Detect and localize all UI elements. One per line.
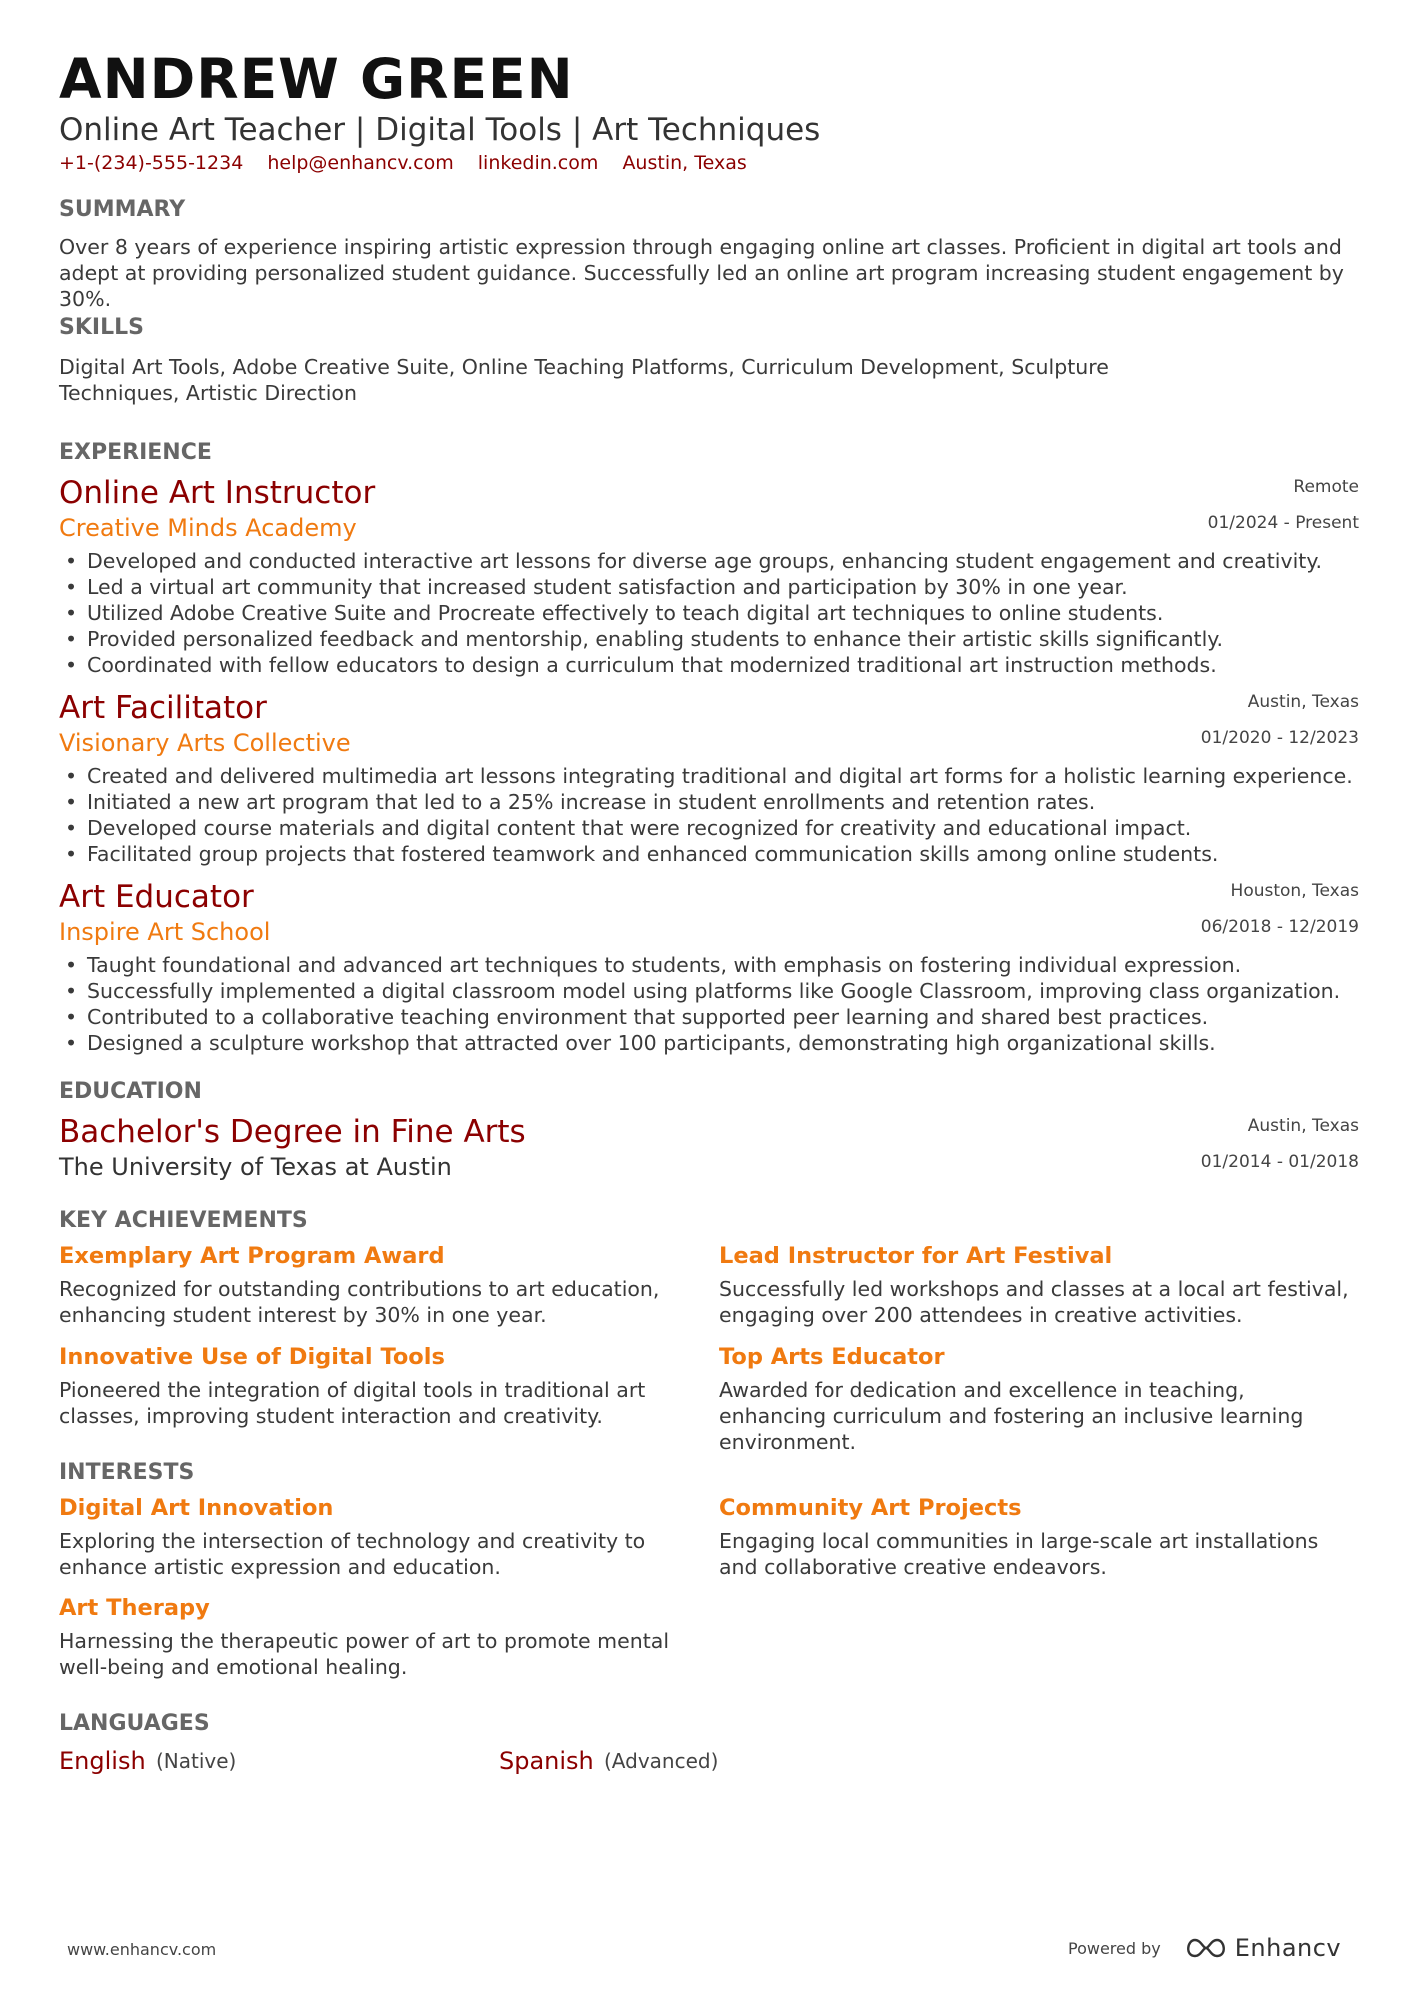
footer-powered-by bbox=[1068, 1934, 1341, 1962]
interest-title: Digital Art Innovation bbox=[59, 1495, 334, 1521]
achievement-title: Lead Instructor for Art Festival bbox=[719, 1243, 1113, 1269]
enhancv-logo-icon bbox=[1183, 1936, 1229, 1960]
achievement-desc: Recognized for outstanding contributions to art education, enhancing student interest by 30% in one year. bbox=[59, 1277, 660, 1327]
job-bullet: • Led a virtual art community that increased student satisfaction and participation by 30% in one year. bbox=[87, 574, 1359, 600]
achievements-heading: KEY ACHIEVEMENTS bbox=[59, 1208, 308, 1233]
candidate-tagline: Online Art Teacher | Digital Tools | Art Techniques bbox=[59, 112, 821, 148]
job-bullet: • Developed course materials and digital content that were recognized for creativity and educational impact. bbox=[87, 815, 1359, 841]
job-dates: 06/2018 - 12/2019 bbox=[1200, 917, 1359, 937]
education-school: The University of Texas at Austin bbox=[59, 1153, 452, 1181]
job-bullet: • Created and delivered multimedia art lessons integrating traditional and digital art forms for a holistic learning experience. bbox=[87, 763, 1359, 789]
powered-by-label: Powered by bbox=[1068, 1938, 1161, 1958]
job-company: Inspire Art School bbox=[59, 918, 271, 946]
job-title: Art Educator bbox=[59, 879, 254, 915]
job-bullet: • Utilized Adobe Creative Suite and Procreate effectively to teach digital art techniques to online students. bbox=[87, 600, 1359, 626]
job-bullet: • Taught foundational and advanced art techniques to students, with emphasis on fostering individual expression. bbox=[87, 952, 1359, 978]
job-company: Creative Minds Academy bbox=[59, 514, 357, 542]
achievement-desc: Awarded for dedication and excellence in teaching, enhancing curriculum and fostering an inclusive learning environment. bbox=[719, 1378, 1304, 1454]
job-location: Remote bbox=[1293, 477, 1359, 497]
contact-phone[interactable]: +1-(234)-555-1234 bbox=[59, 152, 244, 174]
job-title: Art Facilitator bbox=[59, 690, 267, 726]
footer-website[interactable]: www.enhancv.com bbox=[67, 1940, 217, 1959]
contact-email[interactable]: help@enhancv.com bbox=[267, 152, 454, 174]
interest-title: Art Therapy bbox=[59, 1595, 210, 1621]
job-dates: 01/2024 - Present bbox=[1207, 513, 1359, 533]
job-bullet: • Contributed to a collaborative teaching environment that supported peer learning and shared best practices. bbox=[87, 1004, 1359, 1030]
job-location: Houston, Texas bbox=[1230, 881, 1359, 901]
education-degree: Bachelor's Degree in Fine Arts bbox=[59, 1114, 526, 1150]
enhancv-logo-text: Enhancv bbox=[1234, 1934, 1342, 1962]
language-level: (Native) bbox=[156, 1749, 237, 1773]
language-level: (Advanced) bbox=[604, 1749, 719, 1773]
summary-text: Over 8 years of experience inspiring artistic expression through engaging online art classes. Proficient in digital art tools and adept at providing personalized student guidance. Successfully led an online art program increasing student engagement by 30%. bbox=[59, 235, 1344, 311]
interest-desc: Engaging local communities in large-scale art installations and collaborative creative endeavors. bbox=[719, 1529, 1319, 1579]
job-bullet: • Developed and conducted interactive art lessons for diverse age groups, enhancing student engagement and creativity. bbox=[87, 548, 1359, 574]
contact-location: Austin, Texas bbox=[622, 152, 747, 174]
job-dates: 01/2020 - 12/2023 bbox=[1200, 728, 1359, 748]
achievement-title: Exemplary Art Program Award bbox=[59, 1243, 445, 1269]
achievement-desc: Successfully led workshops and classes at a local art festival, engaging over 200 attendees in creative activities. bbox=[719, 1277, 1349, 1327]
education-location: Austin, Texas bbox=[1247, 1116, 1359, 1136]
job-bullet: • Coordinated with fellow educators to design a curriculum that modernized traditional art instruction methods. bbox=[87, 652, 1359, 678]
language-name: English bbox=[59, 1747, 146, 1775]
skills-heading: SKILLS bbox=[59, 315, 144, 340]
enhancv-logo[interactable] bbox=[1183, 1934, 1341, 1962]
job-bullets bbox=[59, 548, 1359, 678]
job-bullets bbox=[59, 952, 1359, 1056]
education-dates: 01/2014 - 01/2018 bbox=[1200, 1152, 1359, 1172]
experience-heading: EXPERIENCE bbox=[59, 440, 212, 465]
skills-text: Digital Art Tools, Adobe Creative Suite, Online Teaching Platforms, Curriculum Development, Sculpture Techniques, Artistic Direction bbox=[59, 355, 1109, 405]
achievement-title: Top Arts Educator bbox=[719, 1344, 945, 1370]
job-company: Visionary Arts Collective bbox=[59, 729, 351, 757]
contact-linkedin[interactable]: linkedin.com bbox=[477, 152, 599, 174]
interest-title: Community Art Projects bbox=[719, 1495, 1022, 1521]
contact-info bbox=[59, 150, 765, 176]
achievement-title: Innovative Use of Digital Tools bbox=[59, 1344, 445, 1370]
interest-desc: Exploring the intersection of technology and creativity to enhance artistic expression and education. bbox=[59, 1529, 646, 1579]
job-bullet: • Designed a sculpture workshop that attracted over 100 participants, demonstrating high organizational skills. bbox=[87, 1030, 1359, 1056]
summary-heading: SUMMARY bbox=[59, 197, 186, 222]
job-bullets bbox=[59, 763, 1359, 867]
job-bullet: • Facilitated group projects that fostered teamwork and enhanced communication skills among online students. bbox=[87, 841, 1359, 867]
job-title: Online Art Instructor bbox=[59, 475, 376, 511]
interest-desc: Harnessing the therapeutic power of art to promote mental well-being and emotional healing. bbox=[59, 1629, 670, 1679]
job-location: Austin, Texas bbox=[1247, 692, 1359, 712]
job-bullet: • Initiated a new art program that led to a 25% increase in student enrollments and retention rates. bbox=[87, 789, 1359, 815]
language-name: Spanish bbox=[499, 1747, 594, 1775]
interests-heading: INTERESTS bbox=[59, 1460, 195, 1485]
job-bullet: • Provided personalized feedback and mentorship, enabling students to enhance their artistic skills significantly. bbox=[87, 626, 1359, 652]
education-heading: EDUCATION bbox=[59, 1079, 202, 1104]
candidate-name: ANDREW GREEN bbox=[59, 47, 574, 111]
job-bullet: • Successfully implemented a digital classroom model using platforms like Google Classroom, improving class organization. bbox=[87, 978, 1359, 1004]
achievement-desc: Pioneered the integration of digital tools in traditional art classes, improving student interaction and creativity. bbox=[59, 1378, 646, 1428]
languages-heading: LANGUAGES bbox=[59, 1711, 210, 1736]
